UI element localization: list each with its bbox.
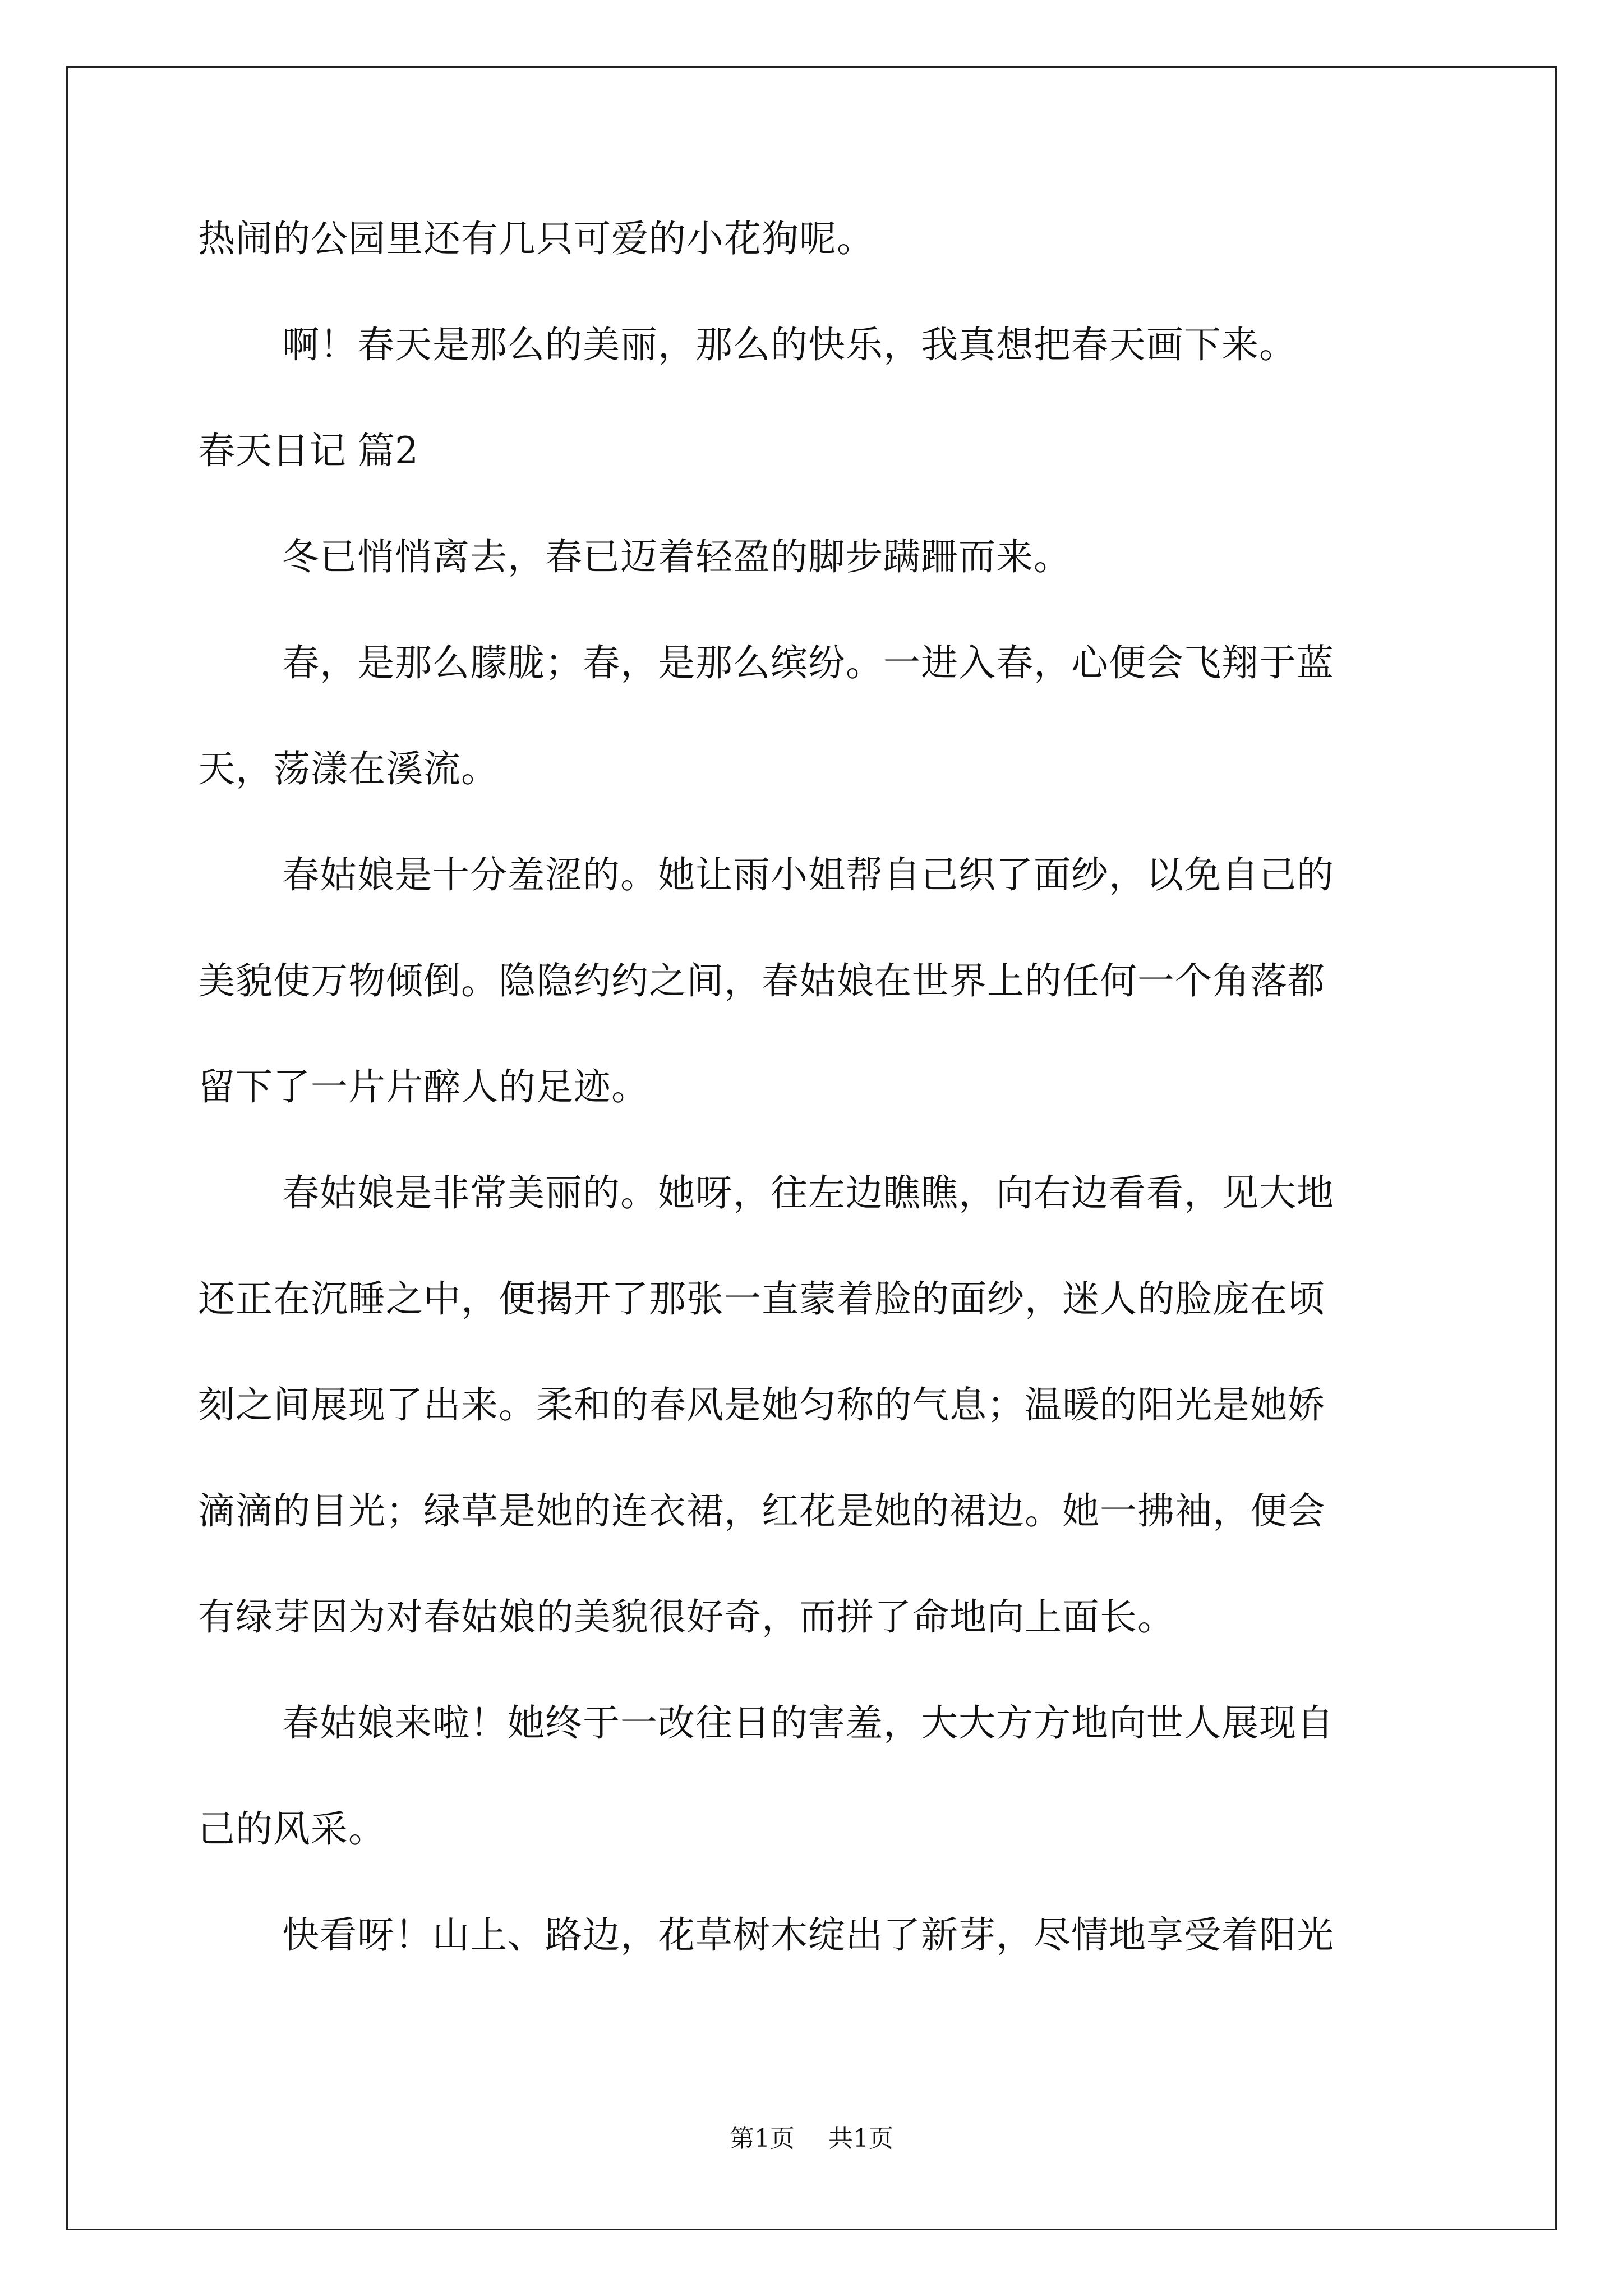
text-line-13: 滴滴的目光；绿草是她的连衣裙，红花是她的裙边。她一拂袖，便会	[198, 1489, 1325, 1533]
text-line-2: 啊！春天是那么的美丽，那么的快乐，我真想把春天画下来。	[282, 323, 1297, 366]
text-line-6: 天，荡漾在溪流。	[198, 747, 499, 790]
page-total: 共1页	[828, 2124, 893, 2153]
text-line-16: 己的风采。	[198, 1807, 386, 1851]
text-line-15: 春姑娘来啦！她终于一改往日的害羞，大大方方地向世人展现自	[282, 1701, 1334, 1745]
text-line-1: 热闹的公园里还有几只可爱的小花狗呢。	[198, 217, 874, 260]
text-line-9: 留下了一片片醉人的足迹。	[198, 1065, 649, 1108]
text-line-11: 还正在沉睡之中，便揭开了那张一直蒙着脸的面纱，迷人的脸庞在顷	[198, 1277, 1325, 1320]
text-line-10: 春姑娘是非常美丽的。她呀，往左边瞧瞧，向右边看看，见大地	[282, 1171, 1334, 1214]
text-line-12: 刻之间展现了出来。柔和的春风是她匀称的气息；温暖的阳光是她娇	[198, 1383, 1325, 1427]
page-footer	[0, 2125, 1623, 2153]
text-line-14: 有绿芽因为对春姑娘的美貌很好奇，而拼了命地向上面长。	[198, 1595, 1175, 1639]
text-line-4: 冬已悄悄离去，春已迈着轻盈的脚步蹒跚而来。	[282, 535, 1071, 578]
page-number: 第1页	[730, 2124, 795, 2153]
text-line-8: 美貌使万物倾倒。隐隐约约之间，春姑娘在世界上的任何一个角落都	[198, 959, 1325, 1002]
text-line-7: 春姑娘是十分羞涩的。她让雨小姐帮自己织了面纱，以免自己的	[282, 853, 1334, 896]
text-line-17: 快看呀！山上、路边，花草树木绽出了新芽，尽情地享受着阳光	[282, 1913, 1334, 1957]
document-body	[198, 219, 1432, 2021]
text-line-5: 春，是那么朦胧；春，是那么缤纷。一进入春，心便会飞翔于蓝	[282, 641, 1334, 684]
section-heading: 春天日记 篇2	[198, 429, 418, 472]
